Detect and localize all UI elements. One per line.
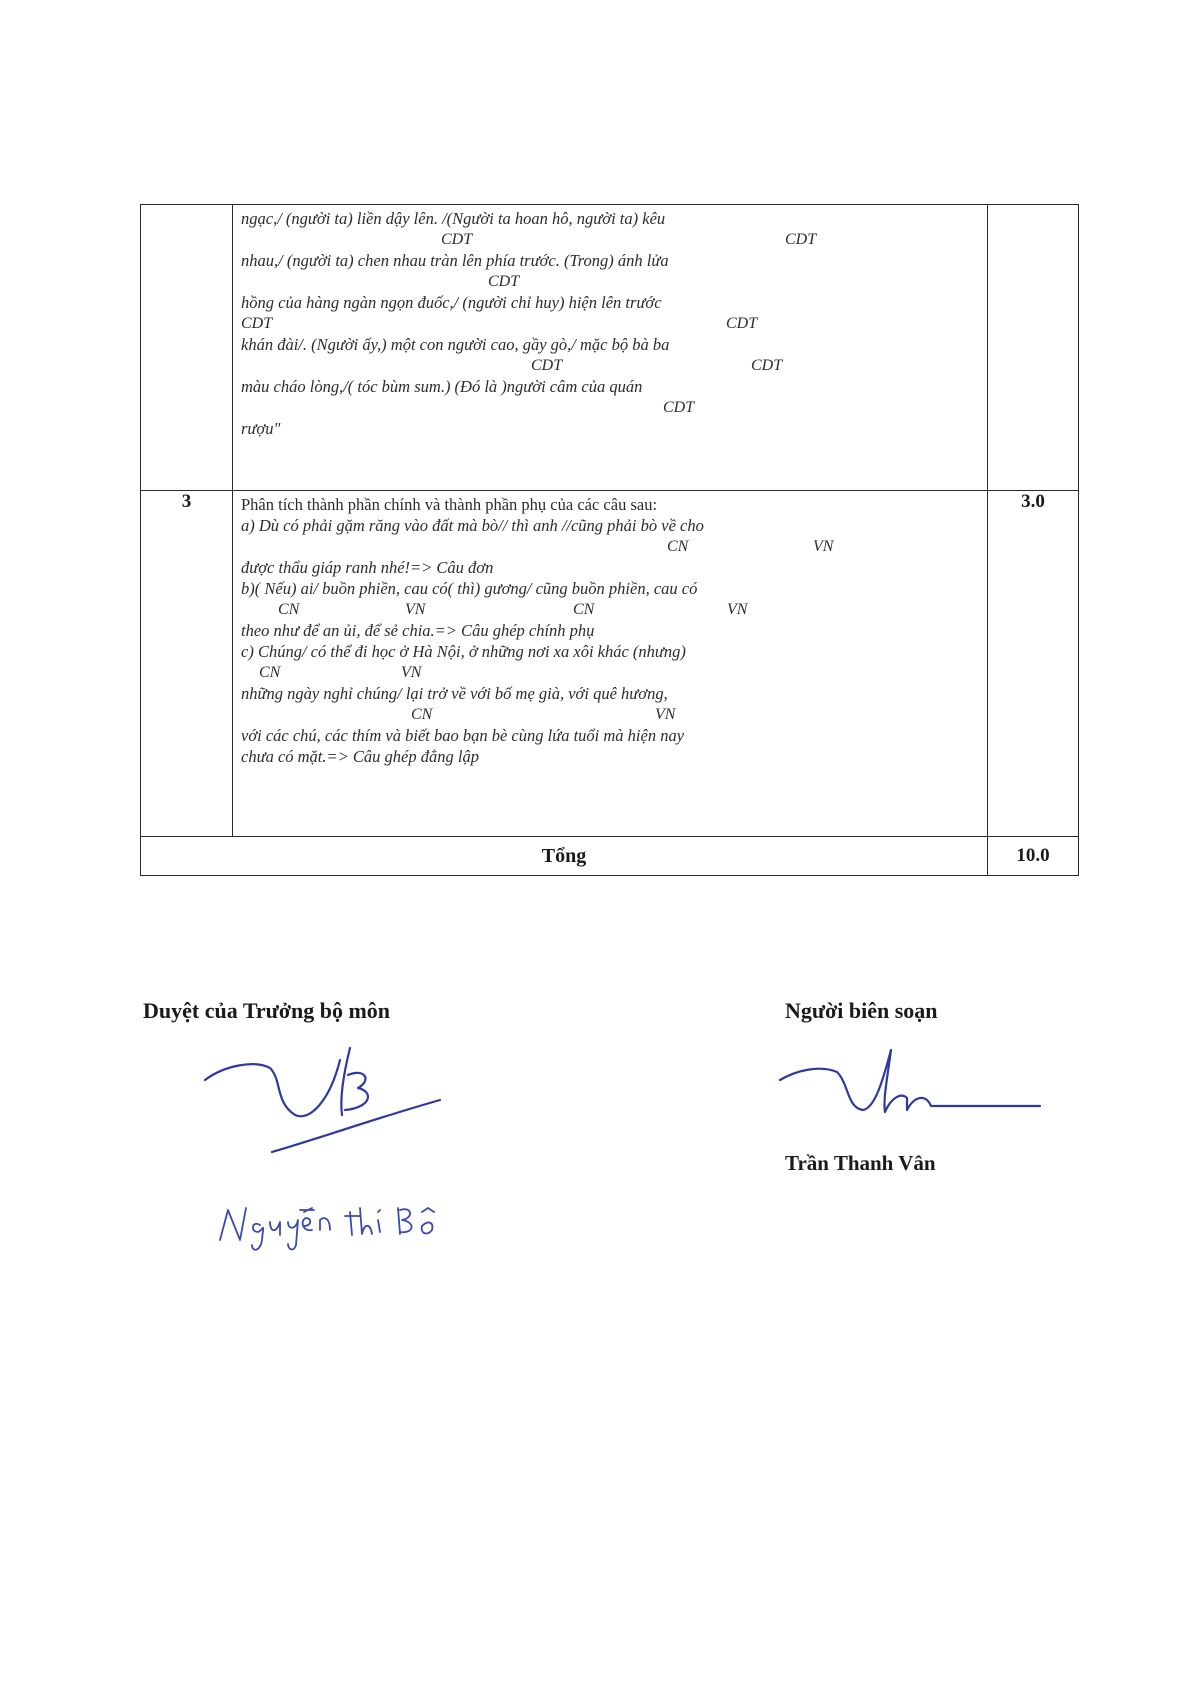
answer-table (140, 204, 1079, 876)
cn-label: CN (411, 706, 433, 723)
tag-line (241, 599, 987, 620)
text-line: c) Chúng/ có thể đi học ở Hà Nội, ở những nơi xa xôi khác (nhưng) (241, 642, 686, 661)
author-name: Trần Thanh Vân (785, 1151, 936, 1175)
cdt-label: CDT (441, 231, 473, 248)
text-line: những ngày nghỉ chúng/ lại trở về với bố mẹ già, với quê hương, (241, 684, 668, 703)
cn-label: CN (259, 664, 281, 681)
text-line: a) Dù có phải gặm răng vào đất mà bò// thì anh //cũng phải bò về cho (241, 516, 704, 535)
text-line: rượu" (241, 419, 281, 438)
text-line: ngạc,/ (người ta) liền dậy lên. /(Người ta hoan hô, người ta) kêu (241, 209, 666, 228)
cdt-label: CDT (726, 315, 758, 332)
text-line: màu cháo lòng,/( tóc bùm sum.) (Đó là )người câm của quán (241, 377, 643, 396)
tag-line (241, 313, 987, 334)
text-line: được thẩu giáp ranh nhé!=> Câu đơn (241, 558, 494, 577)
tag-line (241, 536, 987, 557)
total-score: 10.0 (988, 837, 1079, 876)
question-heading: Phân tích thành phần chính và thành phần phụ của các câu sau: (241, 495, 658, 514)
score-cell-empty (988, 205, 1079, 491)
question-number: 3 (141, 491, 233, 837)
cn-label: CN (667, 538, 689, 555)
vn-label: VN (727, 601, 748, 618)
tag-line (241, 271, 987, 292)
table-row-question-3 (141, 491, 1079, 837)
text-line: với các chú, các thím và biết bao bạn bè cùng lứa tuổi mà hiện nay (241, 726, 685, 745)
signature-mark (205, 1048, 440, 1152)
text-line: khán đài/. (Người ấy,) một con người cao, gầy gò,/ mặc bộ bà ba (241, 335, 670, 354)
text-line: theo như để an ủi, để sẻ chia.=> Câu ghép chính phụ (241, 621, 595, 640)
author-signature (775, 1040, 1045, 1130)
text-line: nhau,/ (người ta) chen nhau tràn lên phía trước. (Trong) ánh lửa (241, 251, 669, 270)
author-title: Người biên soạn (785, 998, 938, 1023)
content-cell (233, 205, 988, 491)
text-line: hồng của hàng ngàn ngọn đuốc,/ (người chỉ huy) hiện lên trước (241, 293, 662, 312)
text-line: b)( Nếu) ai/ buồn phiền, cau có( thì) gương/ cũng buồn phiền, cau có (241, 579, 698, 598)
vn-label: VN (401, 664, 422, 681)
vn-label: VN (655, 706, 676, 723)
total-label: Tổng (141, 837, 988, 876)
content-cell (233, 491, 988, 837)
tag-line (241, 355, 987, 376)
vn-label: VN (405, 601, 426, 618)
tag-line (241, 662, 987, 683)
table-row-continued (141, 205, 1079, 491)
signature-mark (780, 1050, 1040, 1112)
tag-line (241, 397, 987, 418)
question-score: 3.0 (988, 491, 1079, 837)
number-cell-empty (141, 205, 233, 491)
approver-signature (200, 1040, 460, 1280)
table-row-total (141, 837, 1079, 876)
approval-title: Duyệt của Trưởng bộ môn (143, 998, 391, 1023)
cdt-label: CDT (785, 231, 817, 248)
handwritten-name (220, 1208, 434, 1250)
tag-line (241, 704, 987, 725)
cdt-label: CDT (751, 357, 783, 374)
vn-label: VN (813, 538, 834, 555)
cdt-label: CDT (531, 357, 563, 374)
cn-label: CN (278, 601, 300, 618)
cn-label: CN (573, 601, 595, 618)
cdt-label: CDT (488, 273, 520, 290)
cdt-label: CDT (663, 399, 695, 416)
cdt-label: CDT (241, 315, 273, 332)
text-line: chưa có mặt.=> Câu ghép đẳng lập (241, 747, 479, 766)
tag-line (241, 229, 987, 250)
